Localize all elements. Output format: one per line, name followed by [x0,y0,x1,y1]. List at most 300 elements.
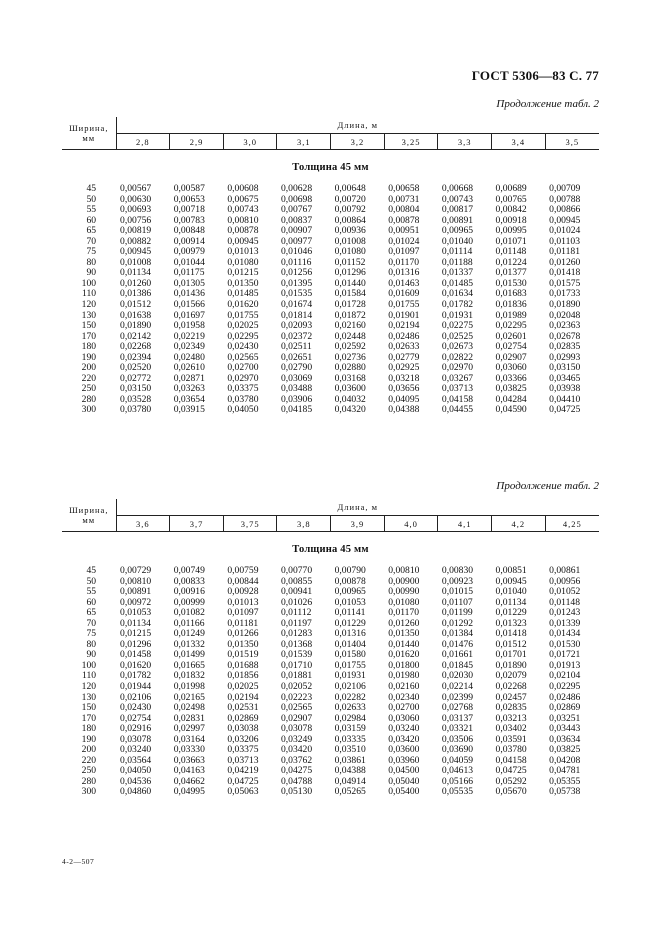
volume-cell: 0,04158 [495,754,527,766]
volume-cell: 0,03366 [495,372,527,384]
volume-cell: 0,02372 [280,330,313,342]
volume-cell: 0,03600 [334,383,366,395]
width-cell: 180 [81,723,97,735]
volume-cell: 0,00648 [334,183,366,194]
volume-cell: 0,01082 [173,607,205,619]
volume-cell: 0,04536 [120,775,152,787]
volume-cell: 0,01013 [227,246,259,258]
volume-cell: 0,01913 [549,659,581,671]
volume-cell: 0,03528 [120,393,152,405]
volume-cell: 0,01512 [120,299,152,311]
volume-cell: 0,04613 [441,765,474,777]
volume-cell: 0,02194 [227,691,259,703]
volume-cell: 0,01052 [549,586,581,598]
volume-cell: 0,01485 [441,277,474,289]
volume-cell: 0,00972 [120,596,152,608]
volume-cell: 0,01080 [227,256,259,268]
volume-cell: 0,02651 [280,351,313,363]
width-cell: 65 [86,225,97,237]
volume-cell: 0,03443 [549,723,581,735]
volume-cell: 0,02275 [441,320,474,332]
volume-cell: 0,02430 [120,702,152,714]
volume-cell: 0,02673 [441,341,474,353]
volume-cell: 0,01080 [334,246,366,258]
volume-cell: 0,01323 [495,617,527,629]
volume-cell: 0,01386 [120,288,152,300]
length-header: Длина, м [116,499,599,516]
volume-cell: 0,00653 [173,193,205,205]
volume-cell: 0,02531 [227,702,259,714]
volume-cell: 0,00833 [173,575,205,587]
table-row [62,300,599,311]
volume-cell: 0,00878 [334,575,366,587]
volume-cell: 0,01024 [388,235,420,247]
length-value-header: 3,25 [384,134,438,150]
volume-cell: 0,05130 [280,786,313,798]
volume-cell: 0,01512 [495,638,527,650]
volume-cell: 0,02984 [334,712,366,724]
volume-cell: 0,00916 [173,586,205,598]
volume-cell: 0,02282 [334,691,366,703]
volume-cell: 0,02520 [120,362,152,374]
volume-cell: 0,01463 [388,277,420,289]
volume-cell: 0,01721 [549,649,581,661]
volume-cell: 0,04208 [549,754,581,766]
volume-cell: 0,01697 [173,309,205,321]
length-value-header: 3,75 [223,516,277,532]
volume-cell: 0,04032 [334,393,366,405]
volume-cell: 0,03488 [280,383,313,395]
volume-cell: 0,01436 [173,288,205,300]
volume-cell: 0,00851 [495,565,527,576]
volume-cell: 0,01418 [549,267,581,279]
volume-cell: 0,02779 [388,351,420,363]
volume-cell: 0,02394 [120,351,152,363]
volume-cell: 0,03375 [227,383,259,395]
volume-cell: 0,01148 [495,246,527,258]
volume-cell: 0,02754 [120,712,152,724]
volume-cell: 0,01256 [280,267,313,279]
volume-cell: 0,00783 [173,214,205,226]
volume-cell: 0,00837 [280,214,313,226]
volume-cell: 0,01476 [441,638,474,650]
length-value-header: 3,5 [545,134,599,150]
volume-cell: 0,04095 [388,393,420,405]
length-value-header: 4,1 [438,516,492,532]
volume-cell: 0,00855 [280,575,313,587]
volume-cell: 0,01339 [549,617,581,629]
width-cell: 150 [81,320,97,332]
volume-cell: 0,00658 [388,183,420,194]
volume-cell: 0,01418 [495,628,527,640]
volume-cell: 0,02219 [173,330,205,342]
table-row [62,787,599,798]
volume-cell: 0,00951 [388,225,420,237]
length-value-header: 3,0 [223,134,277,150]
volume-cell: 0,02194 [388,320,420,332]
volume-cell: 0,04662 [173,775,205,787]
volume-cell: 0,00767 [280,204,313,216]
volume-cell: 0,02160 [334,320,366,332]
volume-cell: 0,02030 [441,670,474,682]
volume-cell: 0,04725 [227,775,259,787]
weight-table-1 [62,117,599,416]
volume-cell: 0,03137 [441,712,474,724]
volume-cell: 0,03150 [549,362,581,374]
length-value-header: 4,2 [492,516,546,532]
volume-cell: 0,01901 [388,309,420,321]
volume-cell: 0,01283 [280,628,313,640]
volume-cell: 0,05670 [495,786,527,798]
volume-cell: 0,01440 [388,638,420,650]
volume-cell: 0,01890 [549,299,581,311]
volume-cell: 0,01989 [495,309,527,321]
volume-cell: 0,01107 [441,596,473,608]
volume-cell: 0,01575 [549,277,581,289]
volume-cell: 0,00900 [388,575,420,587]
volume-cell: 0,00878 [227,225,259,237]
volume-cell: 0,00587 [173,183,205,194]
volume-cell: 0,03690 [441,744,474,756]
width-cell: 300 [81,786,97,798]
volume-cell: 0,02880 [334,362,366,374]
volume-cell: 0,02214 [441,681,474,693]
width-cell: 100 [81,659,97,671]
volume-cell: 0,01134 [495,596,527,608]
volume-cell: 0,02160 [388,681,420,693]
volume-cell: 0,02907 [495,351,527,363]
volume-cell: 0,01539 [280,649,313,661]
volume-cell: 0,05265 [334,786,366,798]
width-cell: 75 [86,628,97,640]
volume-cell: 0,02831 [173,712,205,724]
volume-cell: 0,02268 [495,681,527,693]
volume-cell: 0,04788 [280,775,313,787]
volume-cell: 0,03634 [549,733,581,745]
volume-cell: 0,01530 [495,277,527,289]
section-title: Толщина 45 мм [292,544,369,556]
volume-cell: 0,00844 [227,575,259,587]
volume-cell: 0,01688 [227,659,259,671]
volume-cell: 0,02457 [495,691,527,703]
volume-cell: 0,00928 [227,586,259,598]
volume-cell: 0,03164 [173,733,205,745]
volume-cell: 0,01337 [441,267,474,279]
volume-cell: 0,02340 [388,691,420,703]
volume-cell: 0,01008 [334,235,366,247]
volume-cell: 0,00842 [495,204,527,216]
width-cell: 280 [81,393,97,405]
volume-cell: 0,04275 [280,765,313,777]
volume-cell: 0,03263 [173,383,205,395]
length-value-header: 2,9 [170,134,224,150]
length-value-header: 2,8 [116,134,170,150]
width-cell: 80 [86,638,97,650]
volume-cell: 0,02869 [549,702,581,714]
volume-cell: 0,03663 [173,754,205,766]
volume-cell: 0,01053 [334,596,366,608]
volume-cell: 0,01116 [280,256,312,268]
volume-cell: 0,01485 [227,288,259,300]
volume-cell: 0,01103 [549,235,580,247]
volume-cell: 0,01260 [388,617,420,629]
width-cell: 220 [81,372,97,384]
volume-cell: 0,01188 [441,256,473,268]
volume-cell: 0,00979 [173,246,205,258]
volume-cell: 0,03506 [441,733,474,745]
volume-cell: 0,04725 [549,404,581,416]
volume-cell: 0,02104 [549,670,581,682]
volume-cell: 0,00941 [280,586,313,598]
volume-cell: 0,03420 [388,733,420,745]
volume-cell: 0,01384 [441,628,474,640]
volume-cell: 0,02700 [227,362,259,374]
length-value-header: 3,7 [170,516,224,532]
length-value-header: 3,6 [116,516,170,532]
volume-cell: 0,03078 [120,733,152,745]
volume-cell: 0,00945 [495,575,527,587]
volume-cell: 0,01170 [388,607,420,619]
volume-cell: 0,03060 [388,712,420,724]
volume-cell: 0,01931 [334,670,366,682]
volume-cell: 0,00882 [120,235,152,247]
volume-cell: 0,00689 [495,183,527,194]
volume-cell: 0,02448 [334,330,366,342]
volume-cell: 0,00891 [120,586,152,598]
volume-cell: 0,03654 [173,393,205,405]
volume-cell: 0,01620 [227,299,259,311]
volume-cell: 0,00749 [173,565,205,576]
volume-cell: 0,01215 [120,628,152,640]
volume-cell: 0,00567 [120,183,152,194]
volume-cell: 0,00770 [280,565,313,576]
volume-cell: 0,02925 [388,362,420,374]
volume-cell: 0,00945 [549,214,581,226]
volume-cell: 0,00765 [495,193,527,205]
width-cell: 130 [81,309,97,321]
width-cell: 50 [86,575,97,587]
width-cell: 250 [81,383,97,395]
volume-cell: 0,01026 [280,596,313,608]
width-cell: 110 [82,670,97,682]
volume-cell: 0,04725 [495,765,527,777]
volume-cell: 0,01856 [227,670,259,682]
volume-cell: 0,00718 [173,204,205,216]
width-cell: 60 [86,596,97,608]
volume-cell: 0,00720 [334,193,366,205]
volume-cell: 0,01008 [120,256,152,268]
width-cell: 280 [81,775,97,787]
volume-cell: 0,03375 [227,744,259,756]
width-cell: 90 [86,649,97,661]
volume-cell: 0,01434 [549,628,581,640]
volume-cell: 0,02592 [334,341,366,353]
volume-cell: 0,00810 [388,565,420,576]
volume-cell: 0,01260 [549,256,581,268]
volume-cell: 0,03825 [495,383,527,395]
volume-cell: 0,00945 [227,235,259,247]
volume-cell: 0,02993 [549,351,581,363]
volume-cell: 0,05400 [388,786,420,798]
width-cell: 55 [86,586,97,598]
length-value-header: 4,0 [384,516,438,532]
volume-cell: 0,04590 [495,404,527,416]
length-value-header: 3,8 [277,516,331,532]
volume-cell: 0,01958 [173,320,205,332]
volume-cell: 0,01296 [334,267,366,279]
volume-cell: 0,00861 [549,565,581,576]
width-cell: 65 [86,607,97,619]
width-cell: 110 [82,288,97,300]
volume-cell: 0,02223 [280,691,313,703]
volume-cell: 0,03335 [334,733,366,745]
volume-cell: 0,03564 [120,754,152,766]
width-cell: 60 [86,214,97,226]
volume-cell: 0,01944 [120,681,152,693]
volume-cell: 0,02768 [441,702,474,714]
volume-cell: 0,04320 [334,404,366,416]
width-cell: 70 [86,235,97,247]
volume-cell: 0,01097 [227,607,259,619]
volume-cell: 0,04388 [388,404,420,416]
volume-cell: 0,02871 [173,372,205,384]
width-cell: 170 [81,330,97,342]
width-cell: 80 [86,256,97,268]
footer-code: 4-2—507 [62,857,95,866]
volume-cell: 0,01181 [549,246,580,258]
volume-cell: 0,04059 [441,754,474,766]
section-title: Толщина 45 мм [292,162,369,174]
continuation-label: Продолжение табл. 2 [496,480,599,492]
volume-cell: 0,01071 [495,235,527,247]
volume-cell: 0,03078 [280,723,313,735]
volume-cell: 0,02907 [280,712,313,724]
volume-cell: 0,03938 [549,383,581,395]
volume-cell: 0,02025 [227,320,259,332]
volume-cell: 0,04185 [280,404,313,416]
volume-cell: 0,03218 [388,372,420,384]
volume-cell: 0,02349 [173,341,205,353]
volume-cell: 0,01800 [388,659,420,671]
volume-cell: 0,01229 [495,607,527,619]
volume-cell: 0,00819 [120,225,152,237]
volume-cell: 0,01316 [388,267,420,279]
volume-cell: 0,02486 [549,691,581,703]
volume-cell: 0,01440 [334,277,366,289]
page-header: ГОСТ 5306—83 С. 77 [471,68,599,83]
volume-cell: 0,00866 [549,204,581,216]
volume-cell: 0,01134 [120,617,151,629]
volume-cell: 0,00990 [388,586,420,598]
volume-cell: 0,01755 [227,309,259,321]
volume-cell: 0,01046 [280,246,313,258]
volume-cell: 0,05292 [495,775,527,787]
volume-cell: 0,01377 [495,267,527,279]
volume-cell: 0,00630 [120,193,152,205]
length-value-header: 4,25 [545,516,599,532]
volume-cell: 0,01710 [280,659,313,671]
volume-cell: 0,00756 [120,214,152,226]
volume-cell: 0,02486 [388,330,420,342]
width-cell: 50 [86,193,97,205]
volume-cell: 0,02165 [173,691,205,703]
volume-cell: 0,01609 [388,288,420,300]
width-cell: 150 [81,702,97,714]
volume-cell: 0,01080 [388,596,420,608]
width-cell: 45 [86,183,97,194]
volume-cell: 0,00914 [173,235,205,247]
volume-cell: 0,01024 [549,225,581,237]
volume-cell: 0,03168 [334,372,366,384]
volume-cell: 0,03656 [388,383,420,395]
volume-cell: 0,02480 [173,351,205,363]
weight-table-2 [62,499,599,798]
volume-cell: 0,04410 [549,393,581,405]
volume-cell: 0,03762 [280,754,313,766]
volume-cell: 0,01015 [441,586,474,598]
volume-cell: 0,01782 [120,670,152,682]
volume-cell: 0,03240 [388,723,420,735]
volume-cell: 0,03825 [549,744,581,756]
volume-cell: 0,03150 [120,383,152,395]
volume-cell: 0,03249 [280,733,313,745]
volume-cell: 0,02835 [549,341,581,353]
volume-cell: 0,01733 [549,288,581,300]
volume-cell: 0,01661 [441,649,474,661]
volume-cell: 0,00810 [227,214,259,226]
volume-cell: 0,01519 [227,649,259,661]
width-cell: 120 [81,681,97,693]
volume-cell: 0,00977 [280,235,313,247]
volume-cell: 0,01931 [441,309,474,321]
volume-cell: 0,02916 [120,723,152,735]
volume-cell: 0,00965 [334,586,366,598]
volume-cell: 0,01305 [173,277,205,289]
volume-cell: 0,00698 [280,193,313,205]
volume-cell: 0,02736 [334,351,366,363]
width-cell: 170 [81,712,97,724]
volume-cell: 0,02678 [549,330,581,342]
volume-cell: 0,03402 [495,723,527,735]
data-table [62,499,599,798]
volume-cell: 0,04860 [120,786,152,798]
volume-cell: 0,03915 [173,404,205,416]
volume-cell: 0,03251 [549,712,581,724]
volume-cell: 0,04284 [495,393,527,405]
volume-cell: 0,01980 [388,670,420,682]
volume-cell: 0,03713 [227,754,259,766]
volume-cell: 0,01112 [280,607,312,619]
volume-cell: 0,03240 [120,744,152,756]
volume-cell: 0,01404 [334,638,366,650]
volume-cell: 0,04219 [227,765,259,777]
volume-cell: 0,00608 [227,183,259,194]
volume-cell: 0,01998 [173,681,205,693]
volume-cell: 0,01166 [173,617,205,629]
volume-cell: 0,02835 [495,702,527,714]
volume-cell: 0,04158 [441,393,474,405]
volume-cell: 0,02295 [549,681,581,693]
volume-cell: 0,00731 [388,193,420,205]
length-value-header: 3,3 [438,134,492,150]
volume-cell: 0,00945 [120,246,152,258]
volume-cell: 0,01620 [388,649,420,661]
volume-cell: 0,02106 [120,691,152,703]
volume-cell: 0,01266 [227,628,259,640]
volume-cell: 0,00848 [173,225,205,237]
width-cell: 180 [81,341,97,353]
volume-cell: 0,02363 [549,320,581,332]
